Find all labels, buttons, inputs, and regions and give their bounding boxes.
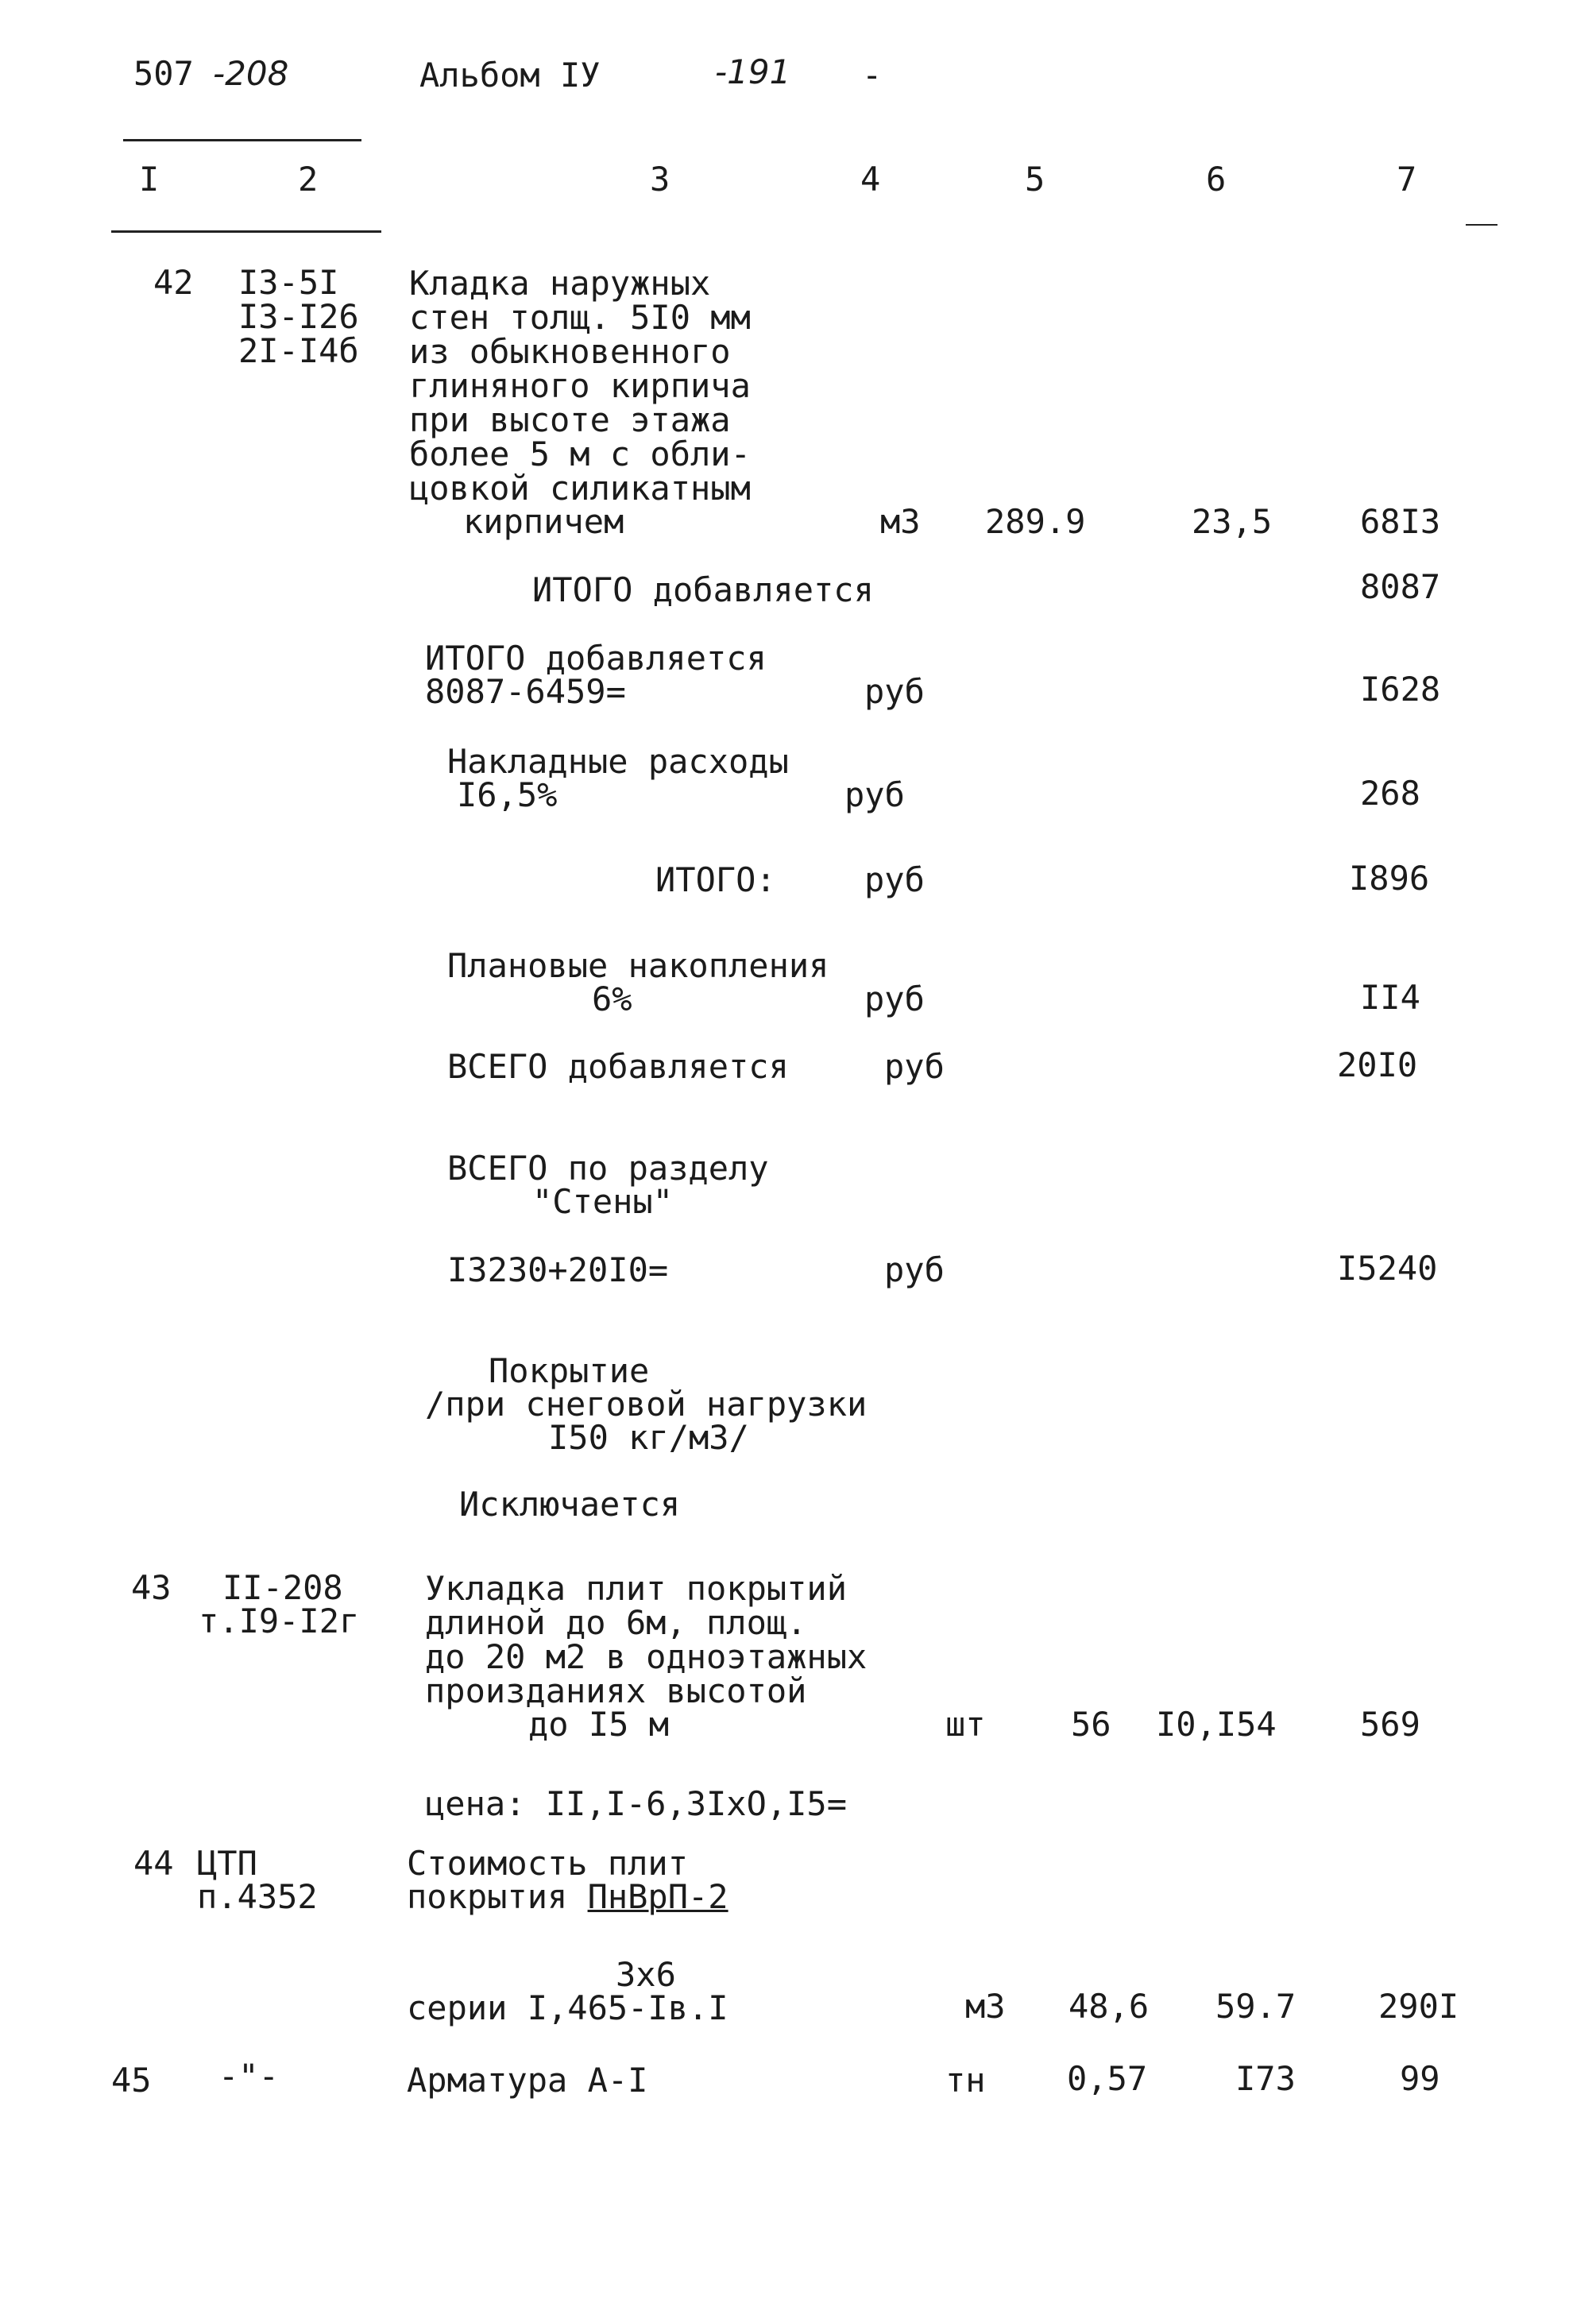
subtotal-2-label: ИТОГО добавляется [425, 639, 767, 678]
roof-heading-line-2: /при снеговой нагрузки [425, 1385, 868, 1424]
row-43-number: 43 [131, 1568, 172, 1607]
row-42-ref-2: I3-I26 [238, 297, 359, 336]
row-44-quantity: 48,6 [1069, 1987, 1150, 2026]
plan-accumulation-total: II4 [1360, 978, 1420, 1017]
album-label: Альбом IУ [419, 56, 601, 95]
section-total-label: ВСЕГО по разделу [447, 1149, 769, 1188]
subtotal-2-calc: 8087-6459= [425, 672, 626, 711]
row-43-description: Укладка плит покрытий длиной до 6м, площ. до 20 м2 в одноэтажных произданиях высотой [425, 1569, 868, 1710]
itogo-total: I896 [1349, 859, 1430, 898]
page-number: -191 [715, 52, 791, 91]
row-45-price: I73 [1235, 2059, 1296, 2098]
row-42-unit: м3 [880, 502, 921, 541]
row-44-price: 59.7 [1215, 1987, 1297, 2026]
header-rule-top [123, 139, 361, 141]
roof-heading: Покрытие [489, 1351, 650, 1390]
column-header-3: 3 [650, 160, 670, 199]
header-rule-right [1466, 224, 1497, 226]
overhead-total: 268 [1360, 774, 1420, 813]
section-total-calc: I3230+20I0= [447, 1250, 669, 1289]
row-44-unit: м3 [965, 1987, 1006, 2026]
subtotal-1-label: ИТОГО добавляется [532, 570, 874, 609]
row-45-description: Арматура А-I [407, 2061, 648, 2100]
row-44-series: серии I,465-Iв.I [407, 1988, 728, 2027]
row-42-quantity: 289.9 [985, 502, 1086, 541]
column-header-6: 6 [1206, 160, 1227, 199]
row-43-ref-2: т.I9-I2г [199, 1602, 360, 1640]
plan-accumulation-label: Плановые накопления [447, 946, 829, 985]
column-header-7: 7 [1397, 160, 1417, 199]
column-header-1: I [139, 160, 160, 199]
row-43-price: I0,I54 [1156, 1705, 1277, 1744]
overhead-label: Накладные расходы [447, 742, 789, 781]
section-total-value: I5240 [1337, 1249, 1438, 1288]
row-44-description-2 [407, 1877, 728, 1916]
column-header-5: 5 [1025, 160, 1045, 199]
row-43-unit: шт [945, 1705, 986, 1744]
row-45-unit: тн [945, 2061, 986, 2100]
plan-accumulation-percent: 6% [592, 979, 632, 1018]
row-44-size: 3х6 [616, 1955, 676, 1994]
itogo-unit: руб [864, 860, 925, 899]
subtotal-2-total: I628 [1360, 670, 1441, 709]
row-42-description: Кладка наружных стен толщ. 5I0 мм из обыкновенного глиняного кирпича при высоте этажа более 5 м с обли- цовкой силикатным [409, 264, 751, 508]
row-45-quantity: 0,57 [1067, 2059, 1148, 2098]
row-45-ref: -"- [218, 2057, 279, 2096]
section-total-name: "Стены" [532, 1182, 674, 1221]
row-43-price-calc: цена: II,I-6,3IхO,I5= [425, 1784, 848, 1823]
row-42-price: 23,5 [1192, 502, 1273, 541]
column-header-4: 4 [860, 160, 881, 199]
row-45-total: 99 [1400, 2059, 1440, 2098]
grand-total-value: 20I0 [1337, 1045, 1418, 1084]
row-42-number: 42 [153, 263, 194, 302]
subtotal-2-unit: руб [864, 672, 925, 711]
page-number-dash: - [862, 56, 883, 95]
row-42-total: 68I3 [1360, 502, 1441, 541]
overhead-unit: руб [844, 775, 905, 814]
row-44-total: 290I [1378, 1987, 1459, 2026]
row-44-ref-2: п.4352 [197, 1877, 318, 1916]
row-43-description-last: до I5 м [528, 1705, 670, 1744]
plan-accumulation-unit: руб [864, 979, 925, 1018]
row-44-description-1: Стоимость плит [407, 1844, 689, 1883]
document-code-suffix: -208 [213, 54, 289, 93]
grand-total-unit: руб [884, 1047, 945, 1086]
row-42-ref-3: 2I-I4б [238, 331, 359, 370]
section-total-unit: руб [884, 1250, 945, 1289]
roof-heading-line-3: I50 кг/м3/ [548, 1418, 749, 1457]
header-rule-bottom [111, 230, 381, 233]
row-43-ref-1: II-208 [222, 1568, 343, 1607]
row-42-ref-1: I3-5I [238, 263, 339, 302]
row-44-description-2-prefix: покрытия [407, 1877, 588, 1916]
excluded-label: Исключается [459, 1485, 681, 1524]
column-header-2: 2 [298, 160, 319, 199]
itogo-label: ИТОГО: [655, 860, 776, 899]
row-43-total: 569 [1360, 1705, 1420, 1744]
row-42-description-last: кирпичем [463, 502, 624, 541]
overhead-percent: I6,5% [457, 775, 558, 814]
document-code: 507 [133, 54, 194, 93]
row-44-number: 44 [133, 1844, 174, 1883]
grand-total-label: ВСЕГО добавляется [447, 1047, 789, 1086]
row-44-panel-type: ПнВрП-2 [587, 1877, 728, 1916]
row-43-quantity: 56 [1071, 1705, 1111, 1744]
row-45-number: 45 [111, 2061, 152, 2100]
subtotal-1-total: 8087 [1360, 567, 1441, 606]
row-44-ref-1: ЦТП [197, 1844, 257, 1883]
